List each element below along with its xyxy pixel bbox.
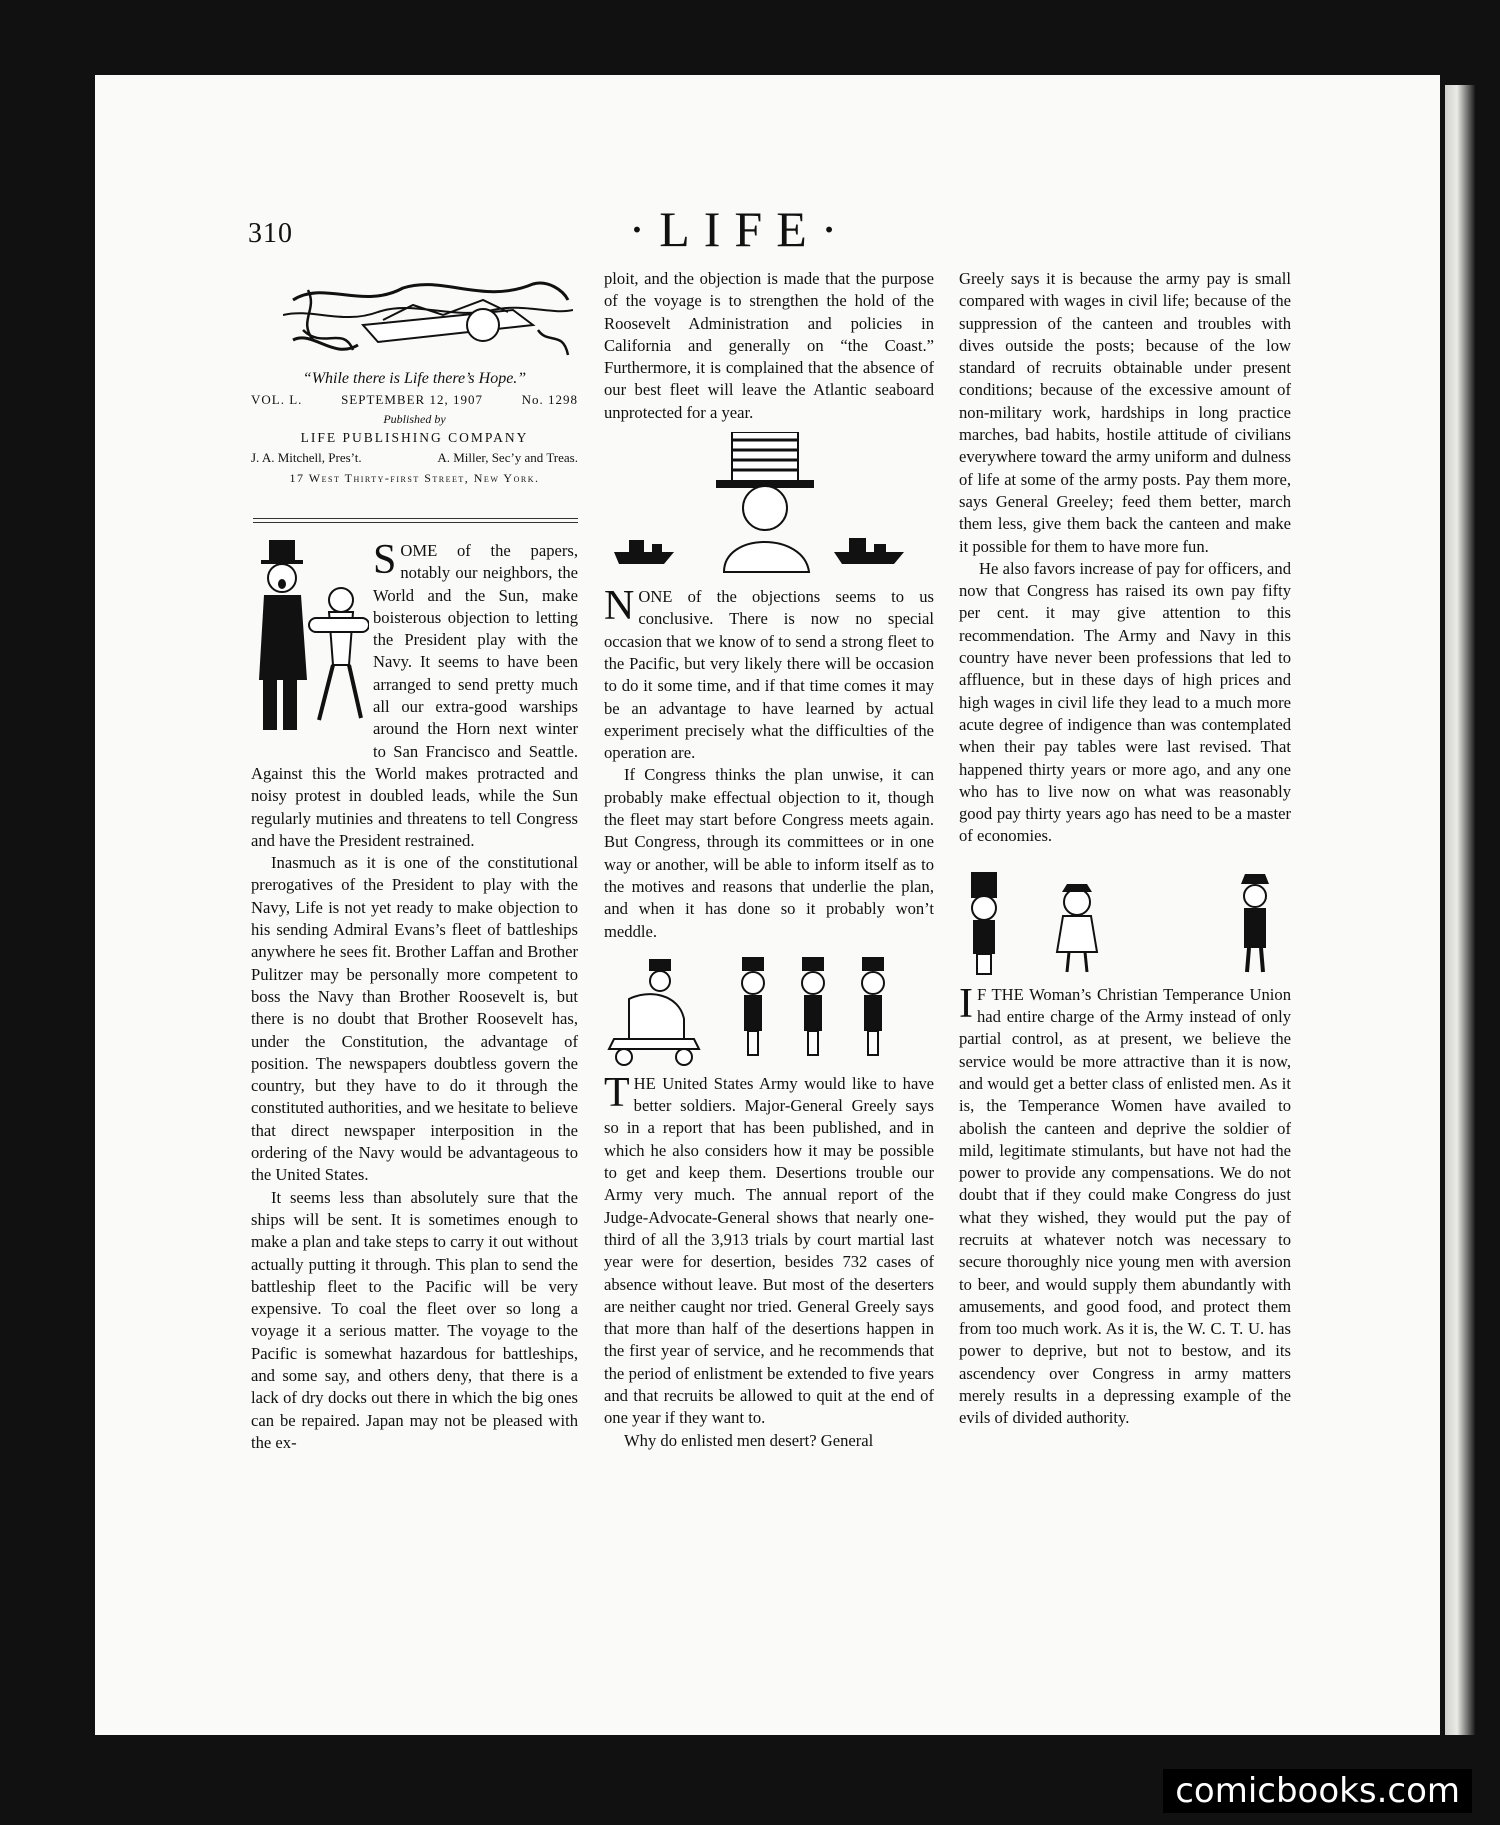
col3-paragraph-0: Greely says it is because the army pay is small compared with wages in civil life; because of the suppression of the canteen and troubles with dives outside the posts; because of the low standard of recruits obtainable under present conditions; because of the excessive amount of non-military work, hardships in long practice marches, bad habits, hostile attitude of civilians everywhere toward the army uniform and dulness of life at some of the army posts. Pay them more, says General Greeley; feed them better, march them less, give them back the canteen and make it possible for them to have more fun.: [959, 269, 1291, 556]
col1-p1-text: OME of the papers, notably our neighbors, the World and the Sun, make boisterous objection to letting the President play with the Navy. It seems to have been arranged to send pretty much all our extra-good warships around the Horn next winter to San Francisco and Seattle. Against this the World makes protracted and noisy protest in doubled leads, while the Sun regularly mutinies and threatens to tell Congress and have the President restrained.: [251, 541, 578, 850]
col2-paragraph-4: Why do enlisted men desert? General: [624, 1430, 874, 1450]
col2-paragraph-3: [604, 1069, 934, 1430]
col2-paragraph-1: [604, 583, 934, 764]
issue-date: SEPTEMBER 12, 1907: [341, 392, 483, 407]
col3-p2-text: F THE Woman’s Christian Temperance Union had entire charge of the Army instead of only partial control, as at present, we believe the service would be more attractive than it is now, and would get a better class of enlisted men. As it is, the Temperance Women have availed to abolish the canteen and deprive the soldier of mild, legitimate stimulants, but have not had the power to provide any compensations. We do not doubt that if they could make Congress do just what they wished, they would put the pay of recruits at whatever notch was necessary to secure thoroughly nice young men with aversion to beer, and would supply them abundantly with amusements, and good food, and protect them from too much work. As it is, the W. C. T. U. has power to deprive, but not to bestow, and its ascendency over Congress in army matters merely results in a depressing example of the evils of divided authority.: [959, 984, 1291, 1428]
column-3: [959, 268, 1291, 1430]
secretary: A. Miller, Sec’y and Treas.: [437, 450, 578, 465]
col3-paragraph-2: [959, 980, 1291, 1430]
wctu-soldiers-cartoon: [959, 862, 1291, 980]
col2-p1-text: ONE of the objections seems to us conclusive. There is now no special occasion that we know of to send a strong fleet to the Pacific, but very likely there will be occasion to do it some time, and if that time comes it may be an advantage to have learned by actual experiment precisely what the difficulties of the operation are.: [604, 587, 934, 763]
site-watermark: comicbooks.com: [1163, 1769, 1472, 1813]
toy-soldiers-cartoon: [604, 949, 934, 1069]
header-divider: [253, 518, 578, 519]
col2-p3-text: HE United States Army would like to have better soldiers. Major-General Greely says so in a report that has been published, and in which he also considers how it may be possible to get and keep them. Desertions trouble our Army very much. The annual report of the Judge-Advocate-General shows that nearly one-third of all the 3,913 trials by court martial last year were for desertion, besides 732 cases of absence without leave. But most of the deserters are neither caught nor tried. General Greely says that more than half of the desertions happen in the first year of service, and he recommends that the period of enlistment be extended to five years and that recruits be allowed to quit at the end of one year if they want to.: [604, 1073, 934, 1428]
adjacent-page-edge: [1445, 85, 1475, 1735]
page-number: 310: [248, 218, 293, 249]
dropcap-i: I: [959, 980, 973, 1027]
publisher-name: LIFE PUBLISHING COMPANY: [300, 430, 529, 445]
motto: “While there is Life there’s Hope.”: [302, 370, 527, 387]
dropcap-t: T: [604, 1069, 630, 1116]
masthead-title: ·LIFE·: [628, 201, 852, 257]
dropcap-n: N: [604, 583, 635, 630]
publisher-address: 17 West Thirty-first Street, New York.: [289, 471, 540, 485]
header-divider-2: [253, 522, 578, 523]
volume-line: [251, 392, 578, 408]
column-2: [604, 268, 934, 1452]
column-1: [251, 537, 578, 1454]
col1-paragraph-2: Inasmuch as it is one of the constitutional prerogatives of the President to play with the Navy, Life is not yet ready to make objection to his sending Admiral Evans’s fleet of battleships anywhere he sees fit. Brother Laffan and Brother Pulitzer may be personally more competent to boss the Navy than Brother Roosevelt is, but there is no doubt that Brother Roosevelt has, under the Constitution, the advantage of position. The newspapers doubtless govern the country, but they have to do it through the constituted authorities, and we hesitate to believe that direct newspaper interposition in the ordering of the Navy would be advantageous to the United States.: [251, 853, 578, 1185]
volume: VOL. L.: [251, 392, 303, 407]
published-by: Published by: [383, 412, 446, 426]
president: J. A. Mitchell, Pres’t.: [251, 450, 362, 465]
issue-number: No. 1298: [521, 392, 578, 407]
publication-info: [251, 270, 578, 486]
col3-paragraph-1: He also favors increase of pay for officers, and now that Congress has raised its own pay fifty per cent. it may give attention to this recommendation. The Army and Navy in this country have never been professions that led to affluence, but in these days of high prices and high wages in civil life they lead to a much more acute degree of indigence than was contemplated when their pay tables were last revised. That happened thirty years or more ago, and any one who has to live now on what was reasonably good pay thirty years ago has need to be a master of economies.: [959, 558, 1291, 846]
col1-paragraph-3: It seems less than absolutely sure that the ships will be sent. It is sometimes enough to make a plan and take steps to carry it out without actually putting it through. This plan to send the battleship fleet to the Pacific will be very expensive. To coal the fleet over so long a voyage it a serious matter. The voyage to the Pacific is somewhat hazardous for battleships, and some say, and others deny, that there is a lack of dry docks out there in which the big ones can be repaired. Japan may not be pleased with the ex-: [251, 1187, 578, 1452]
uncle-sam-baby-cartoon: [604, 432, 934, 582]
col2-paragraph-0: ploit, and the objection is made that the purpose of the voyage is to strengthen the hold of the Roosevelt Administration and policies in California and generally on “the Coast.” Furthermore, it is complained that the absence of our best fleet will leave the Atlantic seaboard unprotected for a year.: [604, 269, 934, 422]
dropcap-s: S: [373, 537, 397, 583]
col1-paragraph-1: [251, 537, 578, 852]
col2-paragraph-2: If Congress thinks the plan unwise, it can probably make effectual objection to it, though the fleet may start before Congress meets again. But Congress, through its committees or in one way or another, will be able to inform itself as to the motives and reasons that underlie the plan, and when it has done so it probably won’t meddle.: [604, 765, 934, 941]
editors-cartoon: [249, 540, 369, 740]
officers-line: [251, 450, 578, 466]
